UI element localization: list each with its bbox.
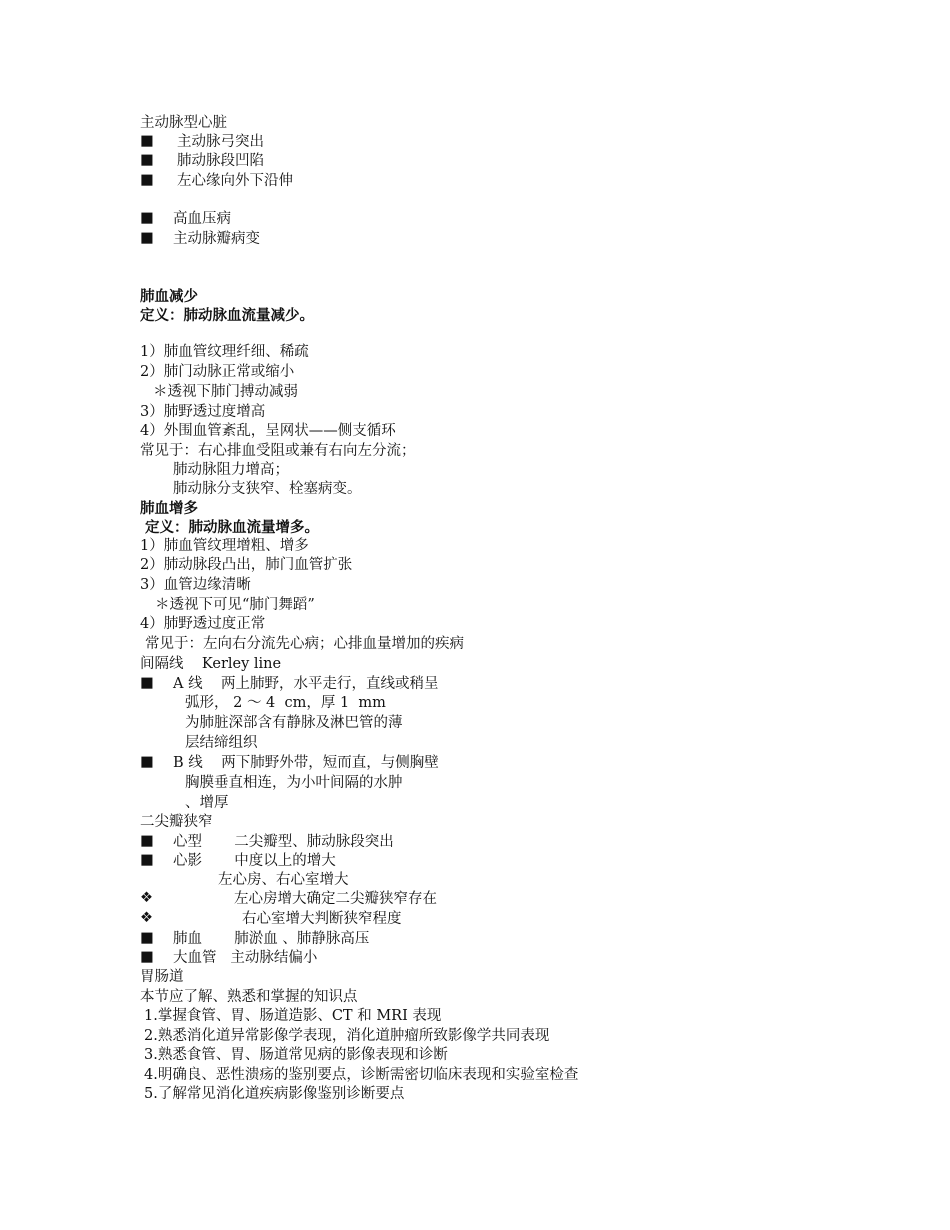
list-item: 主动脉弓突出 bbox=[177, 134, 264, 150]
text-line: 1）肺血管纹理纤细、稀疏 bbox=[140, 344, 309, 360]
bullet-diamond-icon: ❖ bbox=[140, 890, 153, 906]
list-item: 右心室增大判断狭窄程度 bbox=[242, 911, 402, 927]
heading-gi-tract: 胃肠道 bbox=[140, 969, 184, 985]
text-line: ＊透视下可见“肺门舞蹈” bbox=[155, 597, 315, 613]
heading-mitral-stenosis: 二尖瓣狭窄 bbox=[140, 814, 213, 830]
bullet-square-icon: ■ bbox=[140, 210, 154, 226]
text-line: 3）血管边缘清晰 bbox=[140, 577, 251, 593]
text-line: 常见于：右心排血受阻或兼有右向左分流； bbox=[140, 443, 416, 459]
bullet-square-icon: ■ bbox=[140, 852, 154, 868]
bullet-square-icon: ■ bbox=[140, 675, 154, 691]
text-line: 左心房、右心室增大 bbox=[218, 872, 349, 888]
bullet-square-icon: ■ bbox=[140, 833, 154, 849]
text-line: 肺动脉阻力增高； bbox=[173, 462, 289, 478]
text-line: 2）肺门动脉正常或缩小 bbox=[140, 364, 295, 380]
heading-aortic-heart: 主动脉型心脏 bbox=[140, 115, 227, 131]
heading-increased-pulmonary-blood: 肺血增多 bbox=[140, 500, 198, 517]
bullet-square-icon: ■ bbox=[140, 754, 154, 770]
bullet-diamond-icon: ❖ bbox=[140, 910, 153, 926]
text-line: 4.明确良、恶性溃疡的鉴别要点，诊断需密切临床表现和实验室检查 bbox=[144, 1067, 579, 1083]
text-line: 胸膜垂直相连，为小叶间隔的水肿 bbox=[185, 775, 403, 791]
list-item: 心影 中度以上的增大 bbox=[173, 853, 336, 869]
list-item: 心型 二尖瓣型、肺动脉段突出 bbox=[173, 834, 394, 850]
bullet-square-icon: ■ bbox=[140, 152, 154, 168]
text-line: 1.掌握食管、胃、肠道造影、CT 和 MRI 表现 bbox=[144, 1008, 442, 1024]
list-item: 肺动脉段凹陷 bbox=[177, 153, 264, 169]
text-line: 5.了解常见消化道疾病影像鉴别诊断要点 bbox=[144, 1086, 405, 1102]
text-line: 3.熟悉食管、胃、肠道常见病的影像表现和诊断 bbox=[144, 1047, 448, 1063]
list-item: 左心房增大确定二尖瓣狭窄存在 bbox=[234, 891, 437, 907]
list-item: 主动脉瓣病变 bbox=[173, 231, 260, 247]
list-item: B 线 两下肺野外带，短而直，与侧胸壁 bbox=[173, 755, 439, 771]
list-item: 左心缘向外下沿伸 bbox=[177, 173, 293, 189]
bullet-square-icon: ■ bbox=[140, 949, 154, 965]
list-item: 高血压病 bbox=[173, 211, 231, 227]
text-line: 为肺脏深部含有静脉及淋巴管的薄 bbox=[185, 715, 403, 731]
heading-kerley-line: 间隔线 Kerley line bbox=[140, 656, 282, 672]
bullet-square-icon: ■ bbox=[140, 172, 154, 188]
list-item: A 线 两上肺野，水平走行，直线或稍呈 bbox=[173, 676, 439, 692]
text-line: 4）肺野透过度正常 bbox=[140, 616, 266, 632]
text-line: 常见于：左向右分流先心病；心排血量增加的疾病 bbox=[145, 636, 464, 652]
list-item: 肺血 肺淤血 、肺静脉高压 bbox=[173, 931, 370, 947]
definition: 定义：肺动脉血流量增多。 bbox=[145, 519, 319, 536]
text-line: ＊透视下肺门搏动减弱 bbox=[153, 384, 298, 400]
bullet-square-icon: ■ bbox=[140, 930, 154, 946]
text-line: 2）肺动脉段凸出，肺门血管扩张 bbox=[140, 557, 353, 573]
text-line: 弧形， 2 ～ 4 cm，厚 1 mm bbox=[185, 695, 386, 711]
text-line: 2.熟悉消化道异常影像学表现，消化道肿瘤所致影像学共同表现 bbox=[144, 1028, 550, 1044]
text-line: 3）肺野透过度增高 bbox=[140, 404, 266, 420]
text-line: 1）肺血管纹理增粗、增多 bbox=[140, 538, 309, 554]
text-line: 、增厚 bbox=[185, 795, 229, 811]
definition: 定义：肺动脉血流量减少。 bbox=[140, 307, 314, 324]
text-line: 肺动脉分支狭窄、栓塞病变。 bbox=[173, 481, 362, 497]
list-item: 大血管 主动脉结偏小 bbox=[173, 950, 318, 966]
text-line: 本节应了解、熟悉和掌握的知识点 bbox=[140, 989, 358, 1005]
bullet-square-icon: ■ bbox=[140, 133, 154, 149]
text-line: 层结缔组织 bbox=[185, 735, 258, 751]
text-line: 4）外围血管紊乱，呈网状——侧支循环 bbox=[140, 423, 396, 439]
heading-reduced-pulmonary-blood: 肺血减少 bbox=[140, 288, 198, 305]
bullet-square-icon: ■ bbox=[140, 230, 154, 246]
